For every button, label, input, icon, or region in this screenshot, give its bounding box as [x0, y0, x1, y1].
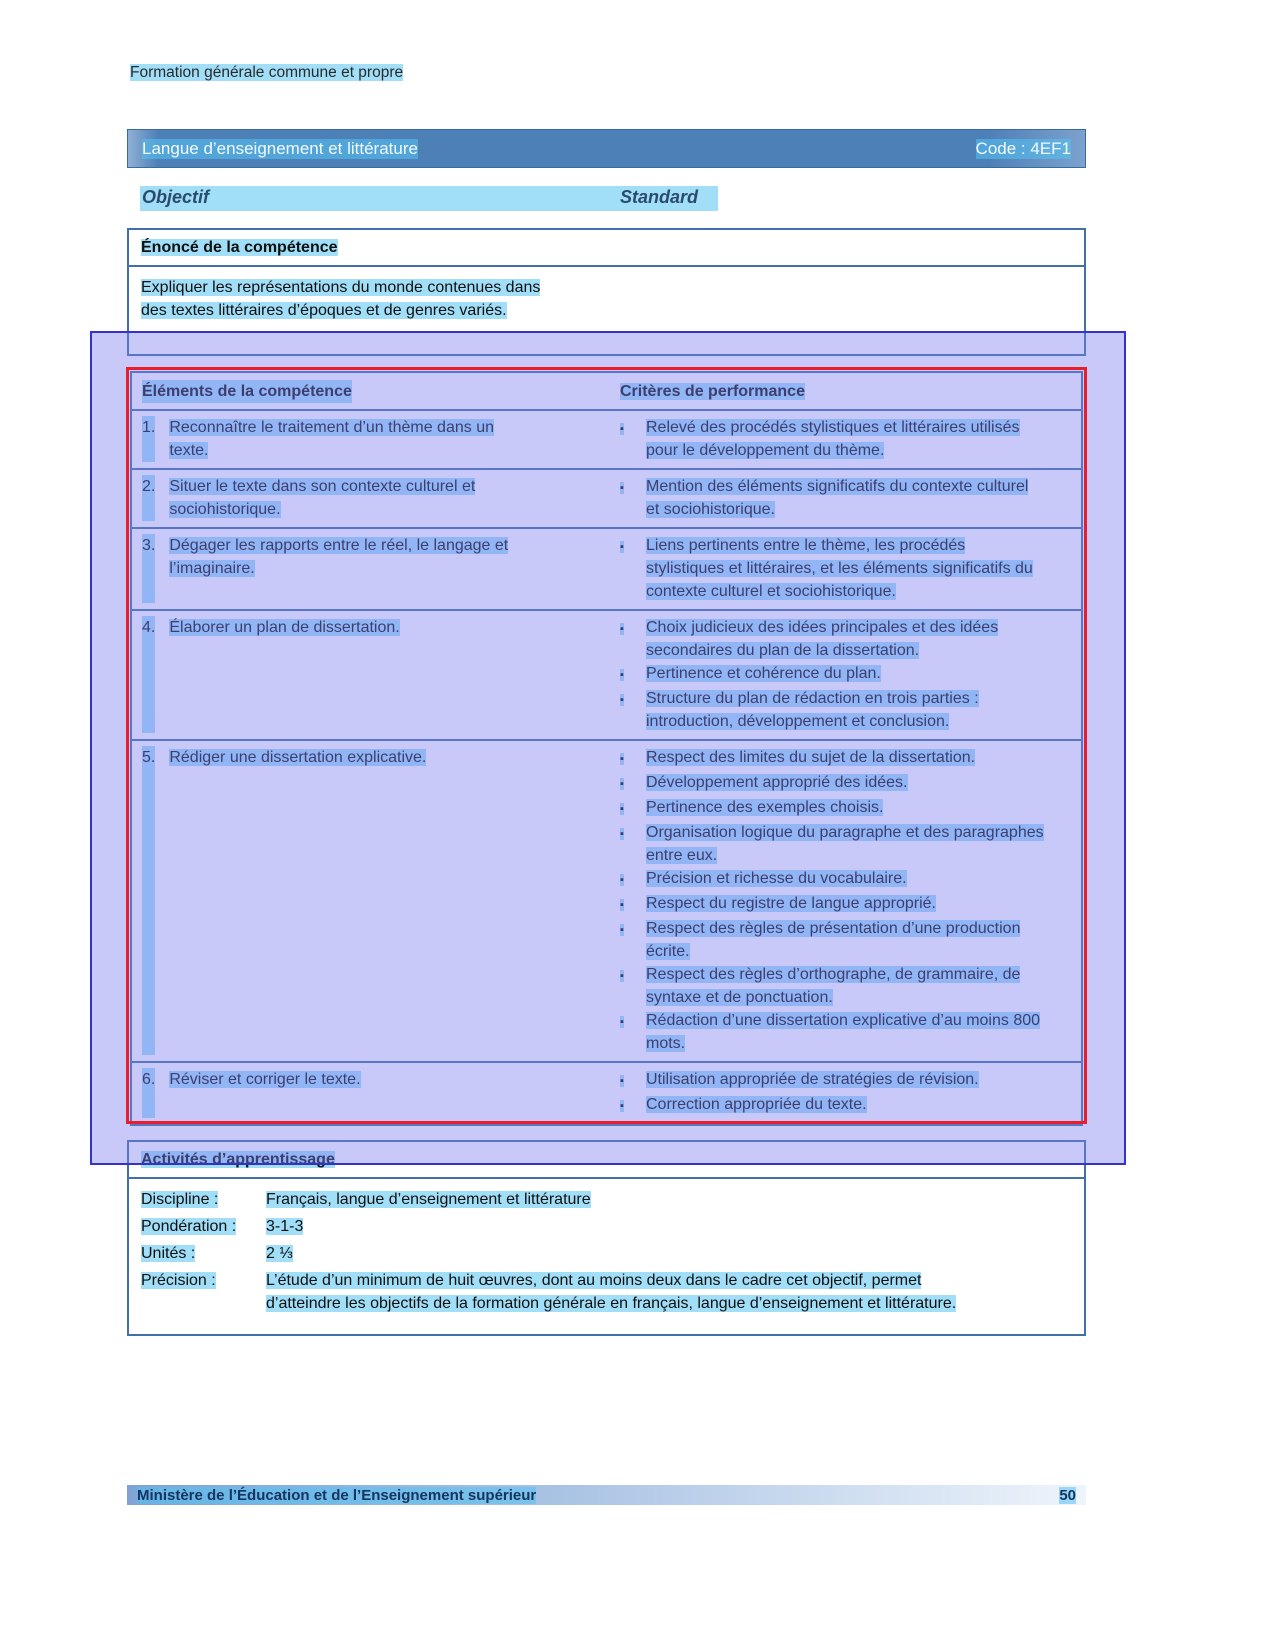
- criteres-header-cell: [610, 373, 1081, 409]
- competence-table-header-row: [132, 373, 1081, 409]
- enonce-table-body: [129, 267, 1084, 331]
- criterion-text: Développement approprié des idées.: [646, 774, 908, 791]
- enonce-title: Énoncé de la compétence: [141, 239, 338, 256]
- footer-ministry-text: Ministère de l’Éducation et de l’Enseignement supérieur: [137, 1486, 537, 1504]
- competence-row: [132, 468, 1081, 527]
- enonce-table: [127, 228, 1086, 356]
- bullet-icon: ▪: [620, 482, 624, 494]
- document-category-text: Formation générale commune et propre: [130, 64, 404, 81]
- criterion-item: [610, 534, 1071, 603]
- criteria-cell: [610, 611, 1081, 739]
- criterion-item: [610, 616, 1071, 662]
- criteres-header: Critères de performance: [620, 383, 805, 400]
- activite-label: Discipline :: [141, 1191, 219, 1208]
- element-text: Rédiger une dissertation explicative.: [169, 749, 427, 766]
- criterion-text: Respect du registre de langue approprié.: [646, 895, 936, 912]
- activite-row: [141, 1215, 1072, 1238]
- element-cell: [132, 611, 610, 739]
- activite-value: 3-1-3: [266, 1218, 304, 1235]
- element-number: 1.: [142, 416, 155, 462]
- competence-row: [132, 1061, 1081, 1124]
- competence-row: [132, 527, 1081, 609]
- criterion-item: [610, 687, 1071, 733]
- competence-row: [132, 609, 1081, 739]
- activites-table: [127, 1140, 1086, 1336]
- title-bar: [127, 129, 1086, 168]
- elements-header-cell: [132, 373, 610, 409]
- activite-row: [141, 1188, 1072, 1211]
- objectif-heading: Objectif: [142, 187, 210, 207]
- standard-heading: Standard: [620, 187, 699, 207]
- criterion-text: Organisation logique du paragraphe et des paragraphes entre eux.: [646, 824, 1044, 864]
- competence-row: [132, 409, 1081, 468]
- criterion-item: [610, 475, 1071, 521]
- bullet-icon: ▪: [620, 828, 624, 840]
- criteria-cell: [610, 741, 1081, 1061]
- element-cell: [132, 741, 610, 1061]
- criterion-item: [610, 796, 1071, 821]
- criterion-text: Liens pertinents entre le thème, les procédés stylistiques et littéraires, et les éléments significatifs du contexte culturel et sociohistorique.: [646, 537, 1033, 600]
- bullet-icon: ▪: [620, 778, 624, 790]
- elements-header: Éléments de la compétence: [142, 380, 352, 403]
- bullet-icon: ▪: [620, 1016, 624, 1028]
- enonce-table-header: [129, 230, 1084, 267]
- criterion-text: Respect des règles d’orthographe, de grammaire, de syntaxe et de ponctuation.: [646, 966, 1021, 1006]
- criterion-item: [610, 662, 1071, 687]
- activite-value: L’étude d’un minimum de huit œuvres, dont au moins deux dans le cadre cet objectif, permet d’atteindre les objectifs de la formation générale en français, langue d’enseignement et littérature.: [266, 1272, 957, 1312]
- criterion-item: [610, 892, 1071, 917]
- element-cell: [132, 470, 610, 527]
- activite-value: 2 ⅓: [266, 1245, 293, 1262]
- criterion-item: [610, 821, 1071, 867]
- criterion-text: Respect des règles de présentation d’une production écrite.: [646, 920, 1021, 960]
- page-number: 50: [1059, 1486, 1076, 1504]
- bullet-icon: ▪: [620, 694, 624, 706]
- element-text: Situer le texte dans son contexte culturel et sociohistorique.: [169, 478, 476, 518]
- element-cell: [132, 529, 610, 609]
- criteria-cell: [610, 529, 1081, 609]
- criterion-item: [610, 867, 1071, 892]
- criterion-text: Rédaction d’une dissertation explicative d’au moins 800 mots.: [646, 1012, 1041, 1052]
- bullet-icon: ▪: [620, 1075, 624, 1087]
- activite-value: Français, langue d’enseignement et littérature: [266, 1191, 591, 1208]
- criterion-item: [610, 416, 1071, 462]
- footer-bar: [127, 1485, 1086, 1505]
- criterion-item: [610, 771, 1071, 796]
- element-text: Reconnaître le traitement d’un thème dans un texte.: [169, 419, 494, 459]
- document-category-label: [130, 64, 403, 82]
- element-cell: [132, 411, 610, 468]
- competence-table: [130, 371, 1083, 1126]
- competence-row: [132, 739, 1081, 1061]
- criterion-item: [610, 1093, 1071, 1118]
- bullet-icon: ▪: [620, 669, 624, 681]
- enonce-body-text: Expliquer les représentations du monde contenues dans des textes littéraires d’époques et de genres variés.: [141, 279, 541, 319]
- course-code: Code : 4EF1: [975, 138, 1071, 158]
- element-cell: [132, 1063, 610, 1124]
- activites-table-header: [129, 1142, 1084, 1179]
- bullet-icon: ▪: [620, 1100, 624, 1112]
- bullet-icon: ▪: [620, 753, 624, 765]
- criterion-item: [610, 1068, 1071, 1093]
- section-headings-row: [140, 186, 718, 211]
- element-text: Élaborer un plan de dissertation.: [169, 619, 400, 636]
- criterion-item: [610, 917, 1071, 963]
- bullet-icon: ▪: [620, 803, 624, 815]
- criterion-text: Correction appropriée du texte.: [646, 1096, 867, 1113]
- bullet-icon: ▪: [620, 874, 624, 886]
- bullet-icon: ▪: [620, 899, 624, 911]
- criterion-text: Relevé des procédés stylistiques et littéraires utilisés pour le développement du thème.: [646, 419, 1020, 459]
- criterion-item: [610, 1009, 1071, 1055]
- criteria-cell: [610, 411, 1081, 468]
- activite-label: Unités :: [141, 1245, 196, 1262]
- criterion-item: [610, 746, 1071, 771]
- criterion-text: Choix judicieux des idées principales et des idées secondaires du plan de la dissertation.: [646, 619, 999, 659]
- activite-row: [141, 1269, 1072, 1315]
- bullet-icon: ▪: [620, 924, 624, 936]
- element-number: 4.: [142, 616, 155, 733]
- criterion-text: Mention des éléments significatifs du contexte culturel et sociohistorique.: [646, 478, 1029, 518]
- bullet-icon: ▪: [620, 541, 624, 553]
- criterion-text: Pertinence des exemples choisis.: [646, 799, 884, 816]
- competence-rows: [132, 409, 1081, 1124]
- element-number: 5.: [142, 746, 155, 1055]
- element-number: 3.: [142, 534, 155, 603]
- criteria-cell: [610, 1063, 1081, 1124]
- criterion-item: [610, 963, 1071, 1009]
- criterion-text: Respect des limites du sujet de la dissertation.: [646, 749, 976, 766]
- activite-row: [141, 1242, 1072, 1265]
- criterion-text: Précision et richesse du vocabulaire.: [646, 870, 907, 887]
- criterion-text: Structure du plan de rédaction en trois parties : introduction, développement et conclusion.: [646, 690, 979, 730]
- element-text: Réviser et corriger le texte.: [169, 1071, 361, 1088]
- element-text: Dégager les rapports entre le réel, le langage et l’imaginaire.: [169, 537, 509, 577]
- bullet-icon: ▪: [620, 423, 624, 435]
- activite-label: Pondération :: [141, 1218, 237, 1235]
- element-number: 6.: [142, 1068, 155, 1118]
- criteria-cell: [610, 470, 1081, 527]
- activite-label: Précision :: [141, 1272, 216, 1289]
- activites-table-body: [129, 1179, 1084, 1331]
- criterion-text: Utilisation appropriée de stratégies de révision.: [646, 1071, 979, 1088]
- course-title: Langue d’enseignement et littérature: [142, 138, 418, 158]
- bullet-icon: ▪: [620, 970, 624, 982]
- element-number: 2.: [142, 475, 155, 521]
- criterion-text: Pertinence et cohérence du plan.: [646, 665, 881, 682]
- activites-title: Activités d’apprentissage: [141, 1151, 335, 1168]
- bullet-icon: ▪: [620, 623, 624, 635]
